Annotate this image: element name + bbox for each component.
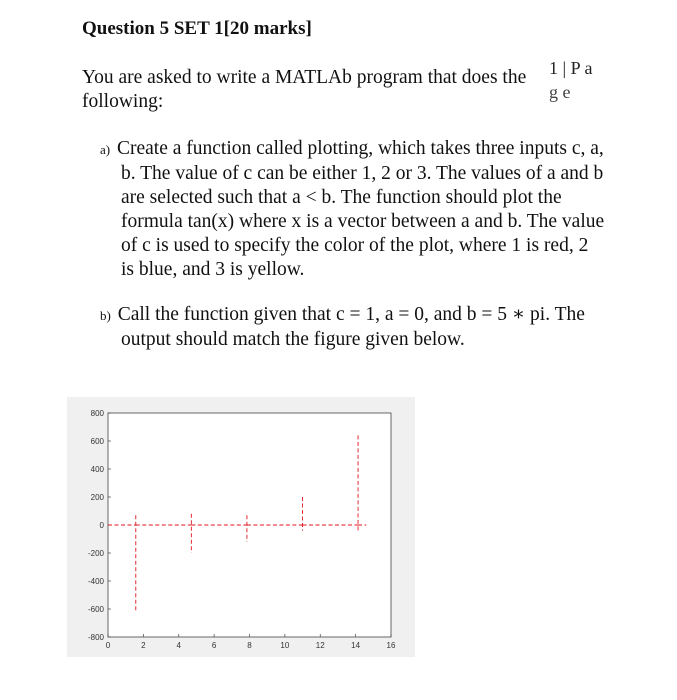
tan-plot-chart [67,397,415,657]
x-tick-label: 8 [247,641,252,650]
x-tick-label: 16 [386,641,396,650]
y-tick-label: -600 [87,605,104,614]
page-number-line1: 1 | P a [549,58,593,78]
y-tick-label: -800 [87,633,104,642]
y-tick-label: -200 [87,549,104,558]
y-tick-label: 0 [99,521,104,530]
part-b-marker: b) [100,308,111,323]
part-b [100,303,600,352]
page-number-line2: g e [549,82,571,102]
x-tick-label: 2 [141,641,146,650]
y-tick-label: 400 [90,465,104,474]
x-tick-label: 0 [105,641,111,650]
x-tick-label: 12 [315,641,325,650]
question-heading: Question 5 SET 1[20 marks] [82,18,312,39]
intro-paragraph: You are asked to write a MATLAb program that does the following: [82,67,527,112]
y-tick-label: 600 [90,437,104,446]
x-tick-label: 4 [176,641,181,650]
matlab-figure [67,397,415,657]
x-tick-label: 10 [280,641,290,650]
part-a-text: Create a function called plotting, which takes three inputs c, a, b. The value of c can be either 1, 2 or 3. The values of a and b are selected such that a < b. The function should plot the formula tan(x) where x is a vector between a and b. The value of c is used to specify the color of the plot, where 1 is red, 2 is blue, and 3 is yellow. [116,138,605,280]
part-a [100,137,605,282]
x-tick-label: 14 [351,641,361,650]
y-tick-label: 200 [90,493,104,502]
y-tick-label: 800 [90,409,104,418]
part-b-text: Call the function given that c = 1, a = 0, and b = 5 ∗ pi. The output should match the figure given below. [117,304,585,350]
page-number [549,56,592,104]
part-a-marker: a) [100,142,111,157]
x-tick-label: 6 [211,641,217,650]
y-tick-label: -400 [87,577,104,586]
